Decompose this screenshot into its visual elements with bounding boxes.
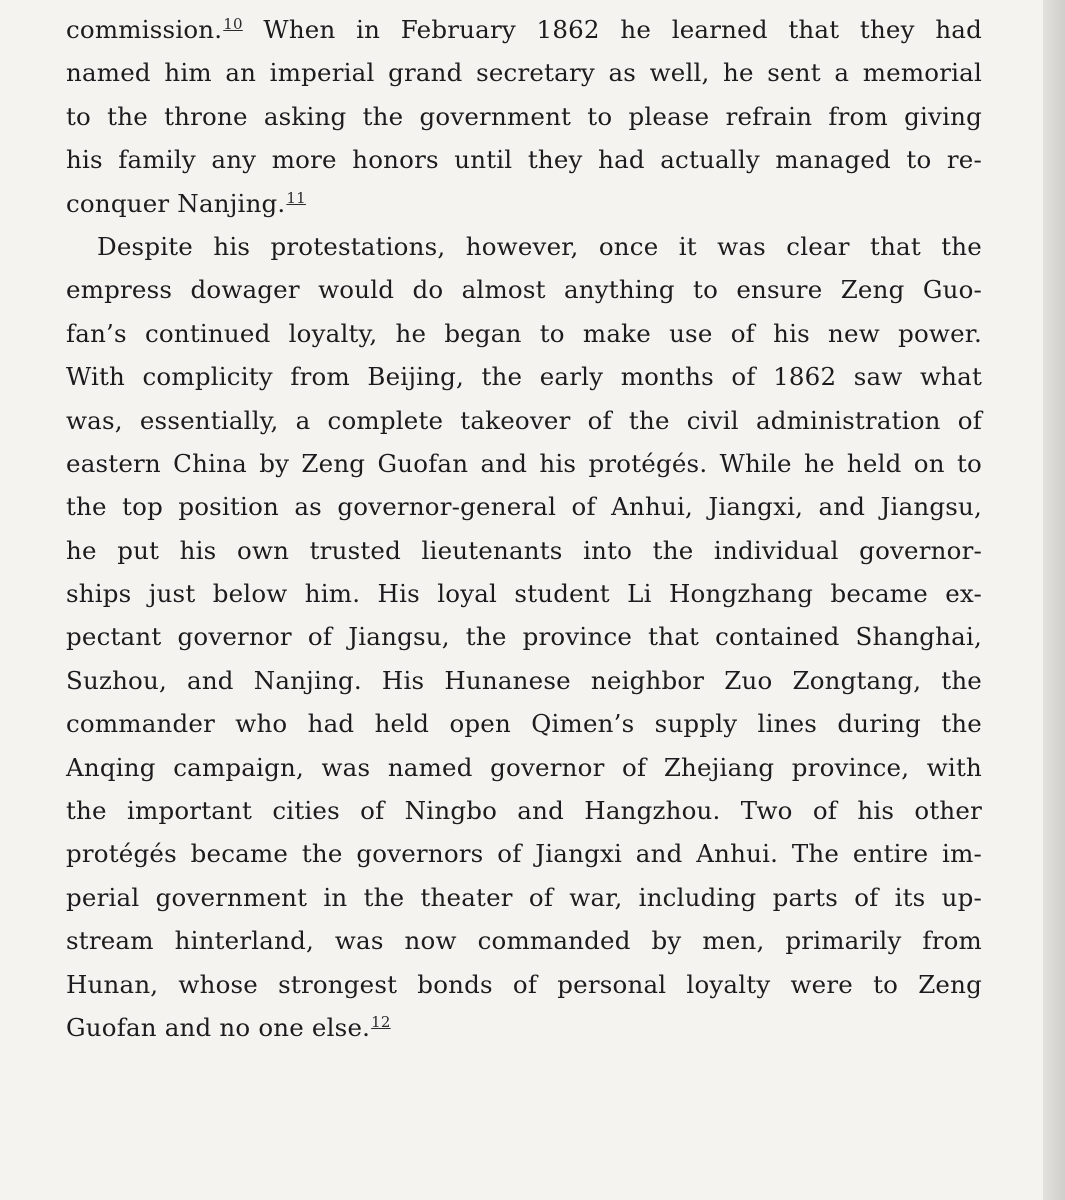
text-line: Despite his protestations, however, once it was clear that the <box>97 231 982 261</box>
text-line: perial government in the theater of war, including parts of its up- <box>66 882 982 912</box>
text-line: pectant governor of Jiangsu, the province that contained Shanghai, <box>66 622 982 652</box>
text-line: was, essentially, a complete takeover of the civil administration of <box>66 405 982 435</box>
text-line: commander who had held open Qimen’s supply lines during the <box>66 709 982 739</box>
text-line: eastern China by Zeng Guofan and his protégés. While he held on to <box>66 448 982 478</box>
paragraph-continuation <box>66 8 982 225</box>
text-line: conquer Nanjing.$^{11}$ <box>66 188 306 218</box>
text-line: With complicity from Beijing, the early months of 1862 saw what <box>66 362 982 392</box>
text-line: protégés became the governors of Jiangxi and Anhui. The entire im- <box>66 839 982 869</box>
text-line: Guofan and no one else.$^{12}$ <box>66 1012 391 1042</box>
text-line: ships just below him. His loyal student Li Hongzhang became ex- <box>66 579 982 609</box>
text-line: Suzhou, and Nanjing. His Hunanese neighbor Zuo Zongtang, the <box>66 665 982 695</box>
text-line: Anqing campaign, was named governor of Zhejiang province, with <box>66 752 982 782</box>
body-text <box>66 8 982 1049</box>
text-line: fan’s continued loyalty, he began to make use of his new power. <box>66 318 982 348</box>
text-line: Hunan, whose strongest bonds of personal loyalty were to Zeng <box>66 969 982 999</box>
paragraph-zeng-guofan-takeover <box>66 225 982 1049</box>
text-line: to the throne asking the government to please refrain from giving <box>66 101 982 131</box>
text-line: he put his own trusted lieutenants into the individual governor- <box>66 535 982 565</box>
text-line: named him an imperial grand secretary as well, he sent a memorial <box>66 58 982 88</box>
footnote-ref-11[interactable]: 11 <box>286 188 306 207</box>
text-line: the important cities of Ningbo and Hangzhou. Two of his other <box>66 796 982 826</box>
text-line: empress dowager would do almost anything to ensure Zeng Guo- <box>66 275 982 305</box>
text-line: stream hinterland, was now commanded by men, primarily from <box>66 926 982 956</box>
footnote-ref-12[interactable]: 12 <box>371 1012 391 1031</box>
text-line: the top position as governor-general of Anhui, Jiangxi, and Jiangsu, <box>66 492 982 522</box>
footnote-ref-10[interactable]: 10 <box>223 15 243 33</box>
text-line: commission.$^{10}$ When in February 1862 he learned that they had <box>66 15 982 44</box>
page-edge <box>1043 0 1065 1200</box>
text-line: his family any more honors until they had actually managed to re- <box>66 145 982 175</box>
